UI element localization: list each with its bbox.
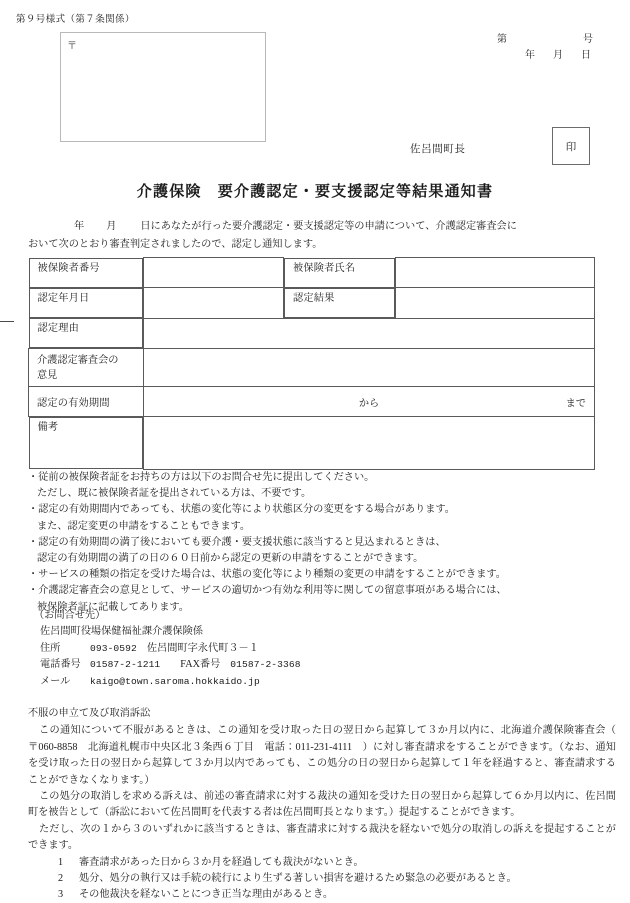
appeal-heading: 不服の申立て及び取消訴訟: [28, 708, 151, 719]
date-month-label: 月: [553, 50, 563, 61]
intro-line-2: おいて次のとおり審査判定されましたので、認定し通知します。: [28, 239, 323, 250]
contact-mail-value[interactable]: kaigo@town.saroma.hokkaido.jp: [90, 675, 260, 687]
cut-mark: [0, 321, 14, 322]
table-row: [29, 318, 595, 349]
form-number: 第９号様式（第７条関係）: [16, 15, 135, 25]
certification-result-label: 認定結果: [284, 288, 395, 318]
contact-tel-key: 電話番号: [40, 659, 81, 671]
remarks-value[interactable]: [144, 417, 595, 470]
date-year-label: 年: [525, 50, 535, 61]
appeal-paragraph-3: ただし、次の１から３のいずれかに該当するときは、審査請求に対する裁決を経ないで処分の取消しの訴えを提起することができます。: [28, 823, 616, 852]
contact-fax-value: 01587-2-3368: [230, 659, 301, 671]
contact-address-value: 佐呂間町字永代町３－１: [146, 642, 259, 654]
contact-fax-key: FAX番号: [180, 659, 221, 671]
notes-list: [28, 470, 608, 616]
insured-number-label: 被保険者番号: [29, 258, 144, 288]
certification-reason-label: 認定理由: [29, 318, 144, 348]
recipient-address-box[interactable]: [60, 32, 266, 142]
appeal-item-number: 1: [58, 856, 64, 868]
note-line: 認定の有効期間の満了の日の６０日前から認定の更新の申請をすることができます。: [37, 553, 424, 565]
intro-year: 年: [74, 221, 85, 232]
note-item: [28, 502, 608, 534]
appeal-paragraph-1: この通知について不服があるときは、この通知を受け取った日の翌日から起算して３か月以内に、北海道介護保険審査会（ 〒060-8858 北海道札幌市中央区北３条西６丁目 電話：011-231-4111 ）に対し審査請求をすることができます。（なお、通知を受け取った日の翌日から起算して３か月以内であっても、この処分の日の翌日から起算して１年を経過すると、審査請求することができなくなります。）: [28, 725, 627, 786]
valid-period-value[interactable]: [144, 387, 595, 417]
insured-number-value[interactable]: [144, 258, 284, 288]
note-item: [28, 535, 608, 567]
valid-period-label: 認定の有効期間: [29, 387, 144, 417]
contact-mail-row: [34, 674, 301, 690]
table-row: [29, 258, 595, 288]
document-number-field[interactable]: [497, 30, 593, 45]
contact-mail-key: メール: [40, 675, 71, 687]
table-row: [29, 387, 595, 417]
appeal-items-list: [28, 855, 616, 903]
contact-address-key: 住所: [40, 642, 61, 654]
contact-office: 佐呂間町役場保健福祉課介護保険係: [40, 626, 203, 638]
table-row: [29, 417, 595, 470]
certification-result-value[interactable]: [396, 288, 595, 319]
appeal-item-number: 2: [58, 873, 64, 885]
note-line: また、認定変更の申請をすることもできます。: [37, 520, 251, 532]
seal-box[interactable]: [552, 127, 590, 165]
committee-opinion-label: [29, 349, 144, 387]
table-row: [29, 288, 595, 319]
seal-label: 印: [565, 141, 577, 153]
certification-date-label: 認定年月日: [29, 288, 144, 318]
committee-opinion-label-line1: 介護認定審査会の: [37, 354, 119, 366]
note-line: 被保険者証に記載してあります。: [37, 601, 189, 613]
page-title: 介護保険 要介護認定・要支援認定等結果通知書: [136, 184, 494, 200]
certification-result-table: [28, 257, 595, 470]
remarks-label: 備考: [29, 417, 144, 469]
contact-address-row: [34, 641, 301, 657]
appeal-item-number: 3: [58, 889, 64, 901]
insured-name-label: 被保険者氏名: [284, 258, 395, 288]
note-item: [28, 470, 608, 502]
note-line: ・サービスの種類の指定を受けた場合は、状態の変化等により種類の変更の申請をすることができます。: [28, 569, 506, 581]
insured-name-value[interactable]: [396, 258, 595, 288]
intro-month: 月: [106, 221, 117, 232]
table-row: [29, 349, 595, 387]
note-line: ・認定の有効期間の満了後においても要介護・要支援状態に該当すると見込まれるときは、: [28, 536, 446, 548]
valid-period-to-label: まで: [565, 398, 586, 409]
committee-opinion-value[interactable]: [144, 349, 595, 387]
appeal-item-text: その他裁決を経ないことにつき正当な理由があるとき。: [79, 889, 334, 901]
note-line: ・従前の被保険者証をお持ちの方は以下のお問合せ先に提出してください。: [28, 472, 375, 483]
appeal-item: [28, 855, 616, 871]
contact-block: [34, 608, 301, 690]
appeal-item: [28, 871, 616, 887]
appeal-section: [28, 706, 627, 903]
valid-period-from-label: から: [358, 398, 380, 409]
certification-date-value[interactable]: [144, 288, 284, 319]
appeal-item-text: 審査請求があった日から３か月を経過しても裁決がないとき。: [79, 856, 364, 868]
note-line: ・認定の有効期間内であっても、状態の変化等により状態区分の変更をする場合があります。: [28, 504, 455, 516]
appeal-paragraph-2: この処分の取消しを求める訴えは、前述の審査請求に対する裁決の通知を受けた日の翌日から起算して６か月以内に、佐呂間町を被告として（訴訟において佐呂間町を代表する者は佐呂間町長となります。）提起することができます。: [28, 791, 616, 819]
note-item: [28, 567, 608, 583]
certification-reason-value[interactable]: [144, 318, 595, 349]
note-line: ただし、既に被保険者証を提出されている方は、不要です。: [37, 488, 312, 500]
contact-heading: （お問合せ先）: [34, 610, 106, 621]
issuer-name: 佐呂間町長: [410, 144, 466, 155]
intro-paragraph: [28, 218, 602, 254]
date-day-label: 日: [581, 50, 591, 61]
intro-line-1: 日にあなたが行った要介護認定・要支援認定等の申請について、介護認定審査会に: [140, 221, 517, 232]
contact-tel-value: 01587-2-1211: [90, 659, 161, 671]
document-number-suffix: 号: [583, 34, 593, 45]
document-number-prefix: 第: [497, 34, 507, 45]
appeal-item-text: 処分、処分の執行又は手続の続行により生ずる著しい損害を避けるため緊急の必要があるとき。: [79, 873, 517, 885]
contact-postal-code: 093-0592: [90, 642, 137, 654]
committee-opinion-label-line2: 意見: [37, 369, 58, 381]
document-date-field[interactable]: [525, 46, 591, 61]
appeal-item: [28, 887, 616, 903]
note-line: ・介護認定審査会の意見として、サービスの適切かつ有効な利用等に関しての留意事項がある場合には、: [28, 585, 507, 597]
postal-mark-icon: 〒: [67, 41, 77, 52]
contact-phone-row: [34, 657, 301, 673]
